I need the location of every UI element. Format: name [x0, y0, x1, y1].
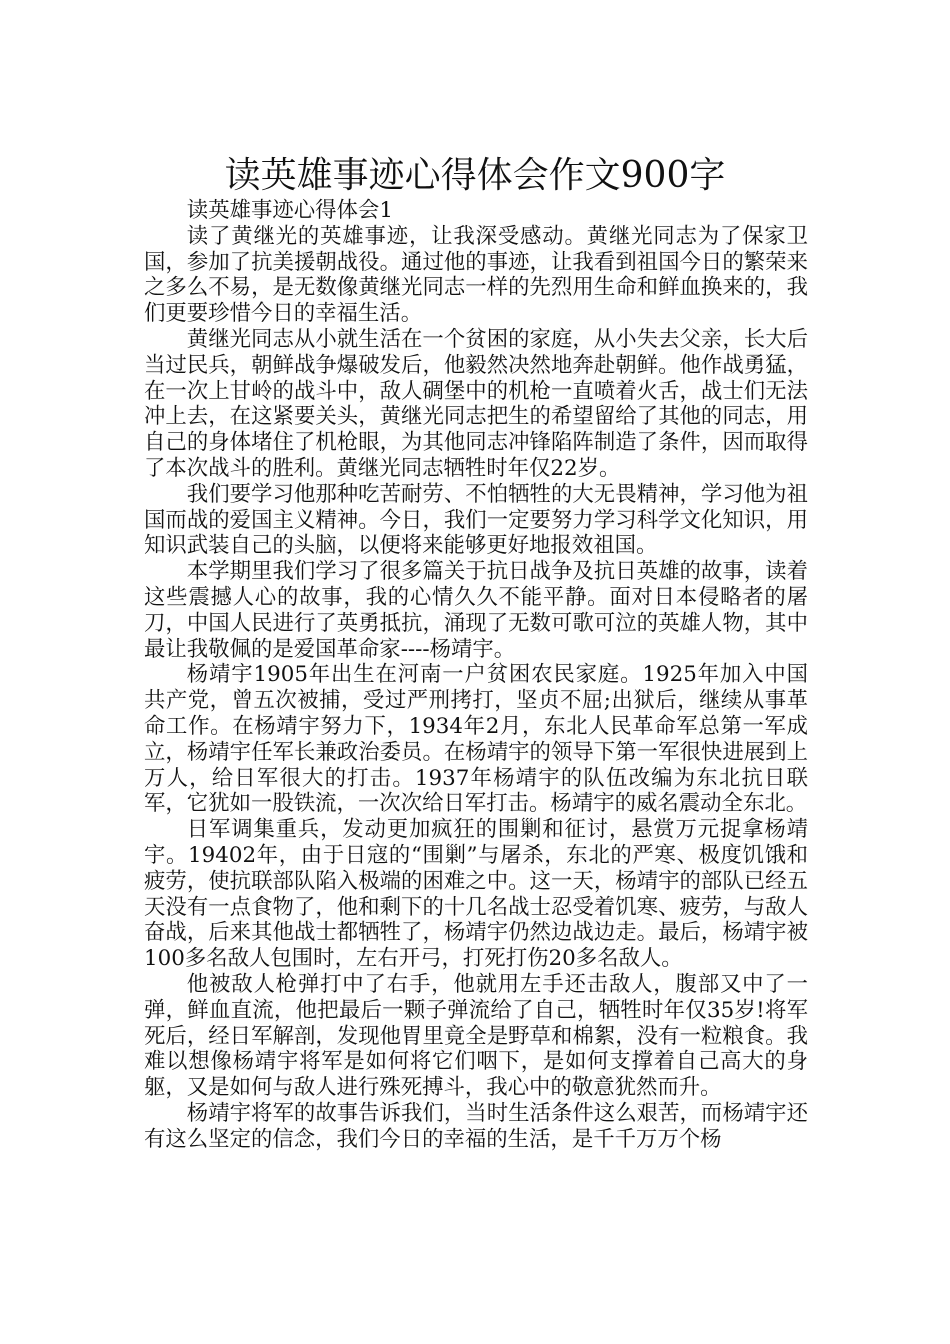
paragraph-subtitle: 读英雄事迹心得体会1: [186, 198, 393, 223]
paragraph: 杨靖宇将军的故事告诉我们，当时生活条件这么艰苦，而杨靖宇还有这么坚定的信念，我们今日的幸福的生活，是千千万万个杨: [144, 1100, 808, 1152]
paragraph: 我们要学习他那种吃苦耐劳、不怕牺牲的大无畏精神，学习他为祖国而战的爱国主义精神。今日，我们一定要努力学习科学文化知识，用知识武装自己的头脑，以便将来能够更好地报效祖国。: [144, 481, 808, 559]
paragraph: 读了黄继光的英雄事迹，让我深受感动。黄继光同志为了保家卫国，参加了抗美援朝战役。通过他的事迹，让我看到祖国今日的繁荣来之多么不易，是无数像黄继光同志一样的先烈用生命和鲜血换来的，我们更要珍惜今日的幸福生活。: [144, 223, 808, 327]
paragraph: 杨靖宇1905年出生在河南一户贫困农民家庭。1925年加入中国共产党，曾五次被捕，受过严刑拷打，坚贞不屈;出狱后，继续从事革命工作。在杨靖宇努力下，1934年2月，东北人民革命军总第一军成立，杨靖宇任军长兼政治委员。在杨靖宇的领导下第一军很快进展到上万人，给日军很大的打击。1937年杨靖宇的队伍改编为东北抗日联军，它犹如一股铁流，一次次给日军打击。杨靖宇的威名震动全东北。: [144, 662, 808, 817]
paragraph: 本学期里我们学习了很多篇关于抗日战争及抗日英雄的故事，读着这些震撼人心的故事，我的心情久久不能平静。面对日本侵略者的屠刀，中国人民进行了英勇抵抗，涌现了无数可歌可泣的英雄人物，其中最让我敬佩的是爱国革命家----杨靖宇。: [144, 559, 808, 662]
paragraph: 他被敌人枪弹打中了右手，他就用左手还击敌人，腹部又中了一弹，鲜血直流，他把最后一颗子弹流给了自己，牺牲时年仅35岁!将军死后，经日军解剖，发现他胃里竟全是野草和棉絮，没有一粒粮食。我难以想像杨靖宇将军是如何将它们咽下，是如何支撑着自己高大的身躯，又是如何与敌人进行殊死搏斗，我心中的敬意犹然而升。: [144, 971, 808, 1101]
document-title: 读英雄事迹心得体会作文900字: [224, 155, 726, 197]
document-body: [144, 198, 808, 1152]
paragraph: 黄继光同志从小就生活在一个贫困的家庭，从小失去父亲，长大后当过民兵，朝鲜战争爆破发后，他毅然决然地奔赴朝鲜。他作战勇猛，在一次上甘岭的战斗中，敌人碉堡中的机枪一直喷着火舌，战士们无法冲上去，在这紧要关头，黄继光同志把生的希望留给了其他的同志，用自己的身体堵住了机枪眼，为其他同志冲锋陷阵制造了条件，因而取得了本次战斗的胜利。黄继光同志牺牲时年仅22岁。: [144, 326, 808, 481]
paragraph: 日军调集重兵，发动更加疯狂的围剿和征讨，悬赏万元捉拿杨靖宇。19402年，由于日寇的“围剿”与屠杀，东北的严寒、极度饥饿和疲劳，使抗联部队陷入极端的困难之中。这一天，杨靖宇的部队已经五天没有一点食物了，他和剩下的十几名战士忍受着饥寒、疲劳，与敌人奋战，后来其他战士都牺牲了，杨靖宇仍然边战边走。最后，杨靖宇被100多名敌人包围时，左右开弓，打死打伤20多名敌人。: [144, 817, 808, 972]
